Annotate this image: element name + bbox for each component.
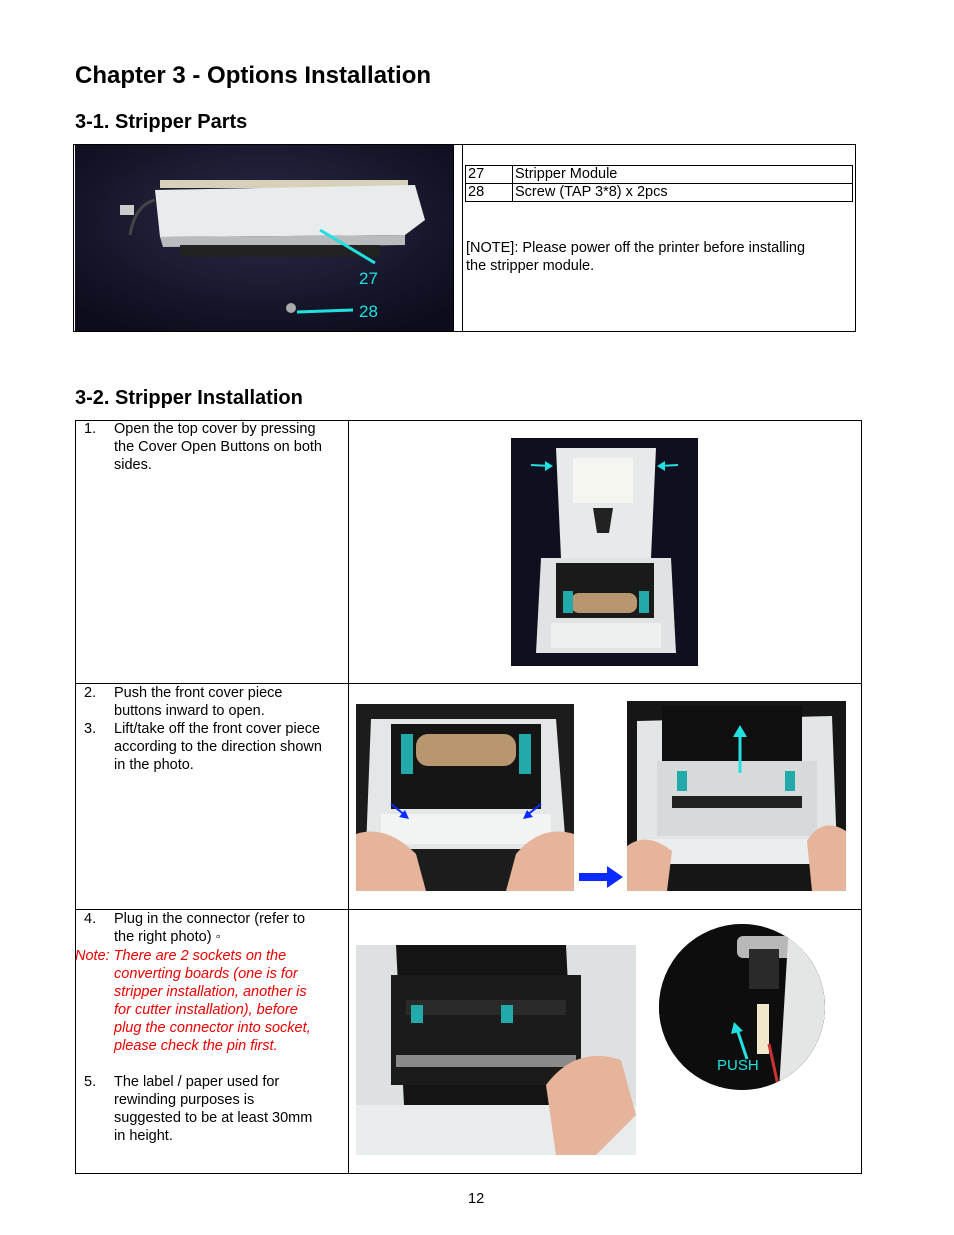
socket-note: Note: There are 2 sockets on the converting boards (one is for stripper installation, another is for cutter installation), before plug the connector into socket, please check the pin first.: [75, 948, 311, 1054]
section-title-stripper-parts: 3-1. Stripper Parts: [75, 111, 248, 133]
callout-28: 28: [359, 302, 378, 321]
part-number: 28: [466, 184, 513, 202]
stripper-parts-photo: [75, 145, 453, 331]
page-number: 12: [468, 1191, 485, 1207]
parts-table: [465, 165, 853, 202]
parts-divider-2: [462, 144, 463, 332]
table-row: [466, 184, 853, 202]
lift-front-cover-photo: [627, 701, 846, 891]
table-row: [466, 166, 853, 184]
cover-open-photo: [511, 438, 698, 666]
power-off-note: [NOTE]: Please power off the printer before installing the stripper module.: [466, 240, 806, 274]
push-front-cover-photo: [356, 704, 574, 891]
part-number: 27: [466, 166, 513, 184]
next-step-arrow-icon: [577, 864, 625, 890]
part-name: Stripper Module: [513, 166, 853, 184]
parts-divider: [453, 144, 454, 332]
plug-connector-photo: [356, 945, 636, 1155]
callout-27: 27: [359, 269, 378, 288]
installation-column-divider: [348, 420, 349, 1174]
part-name: Screw (TAP 3*8) x 2pcs: [513, 184, 853, 202]
chapter-title: Chapter 3 - Options Installation: [75, 62, 432, 89]
push-label: PUSH: [717, 1057, 759, 1074]
section-title-stripper-installation: 3-2. Stripper Installation: [75, 387, 303, 409]
connector-closeup-photo: [659, 924, 825, 1090]
